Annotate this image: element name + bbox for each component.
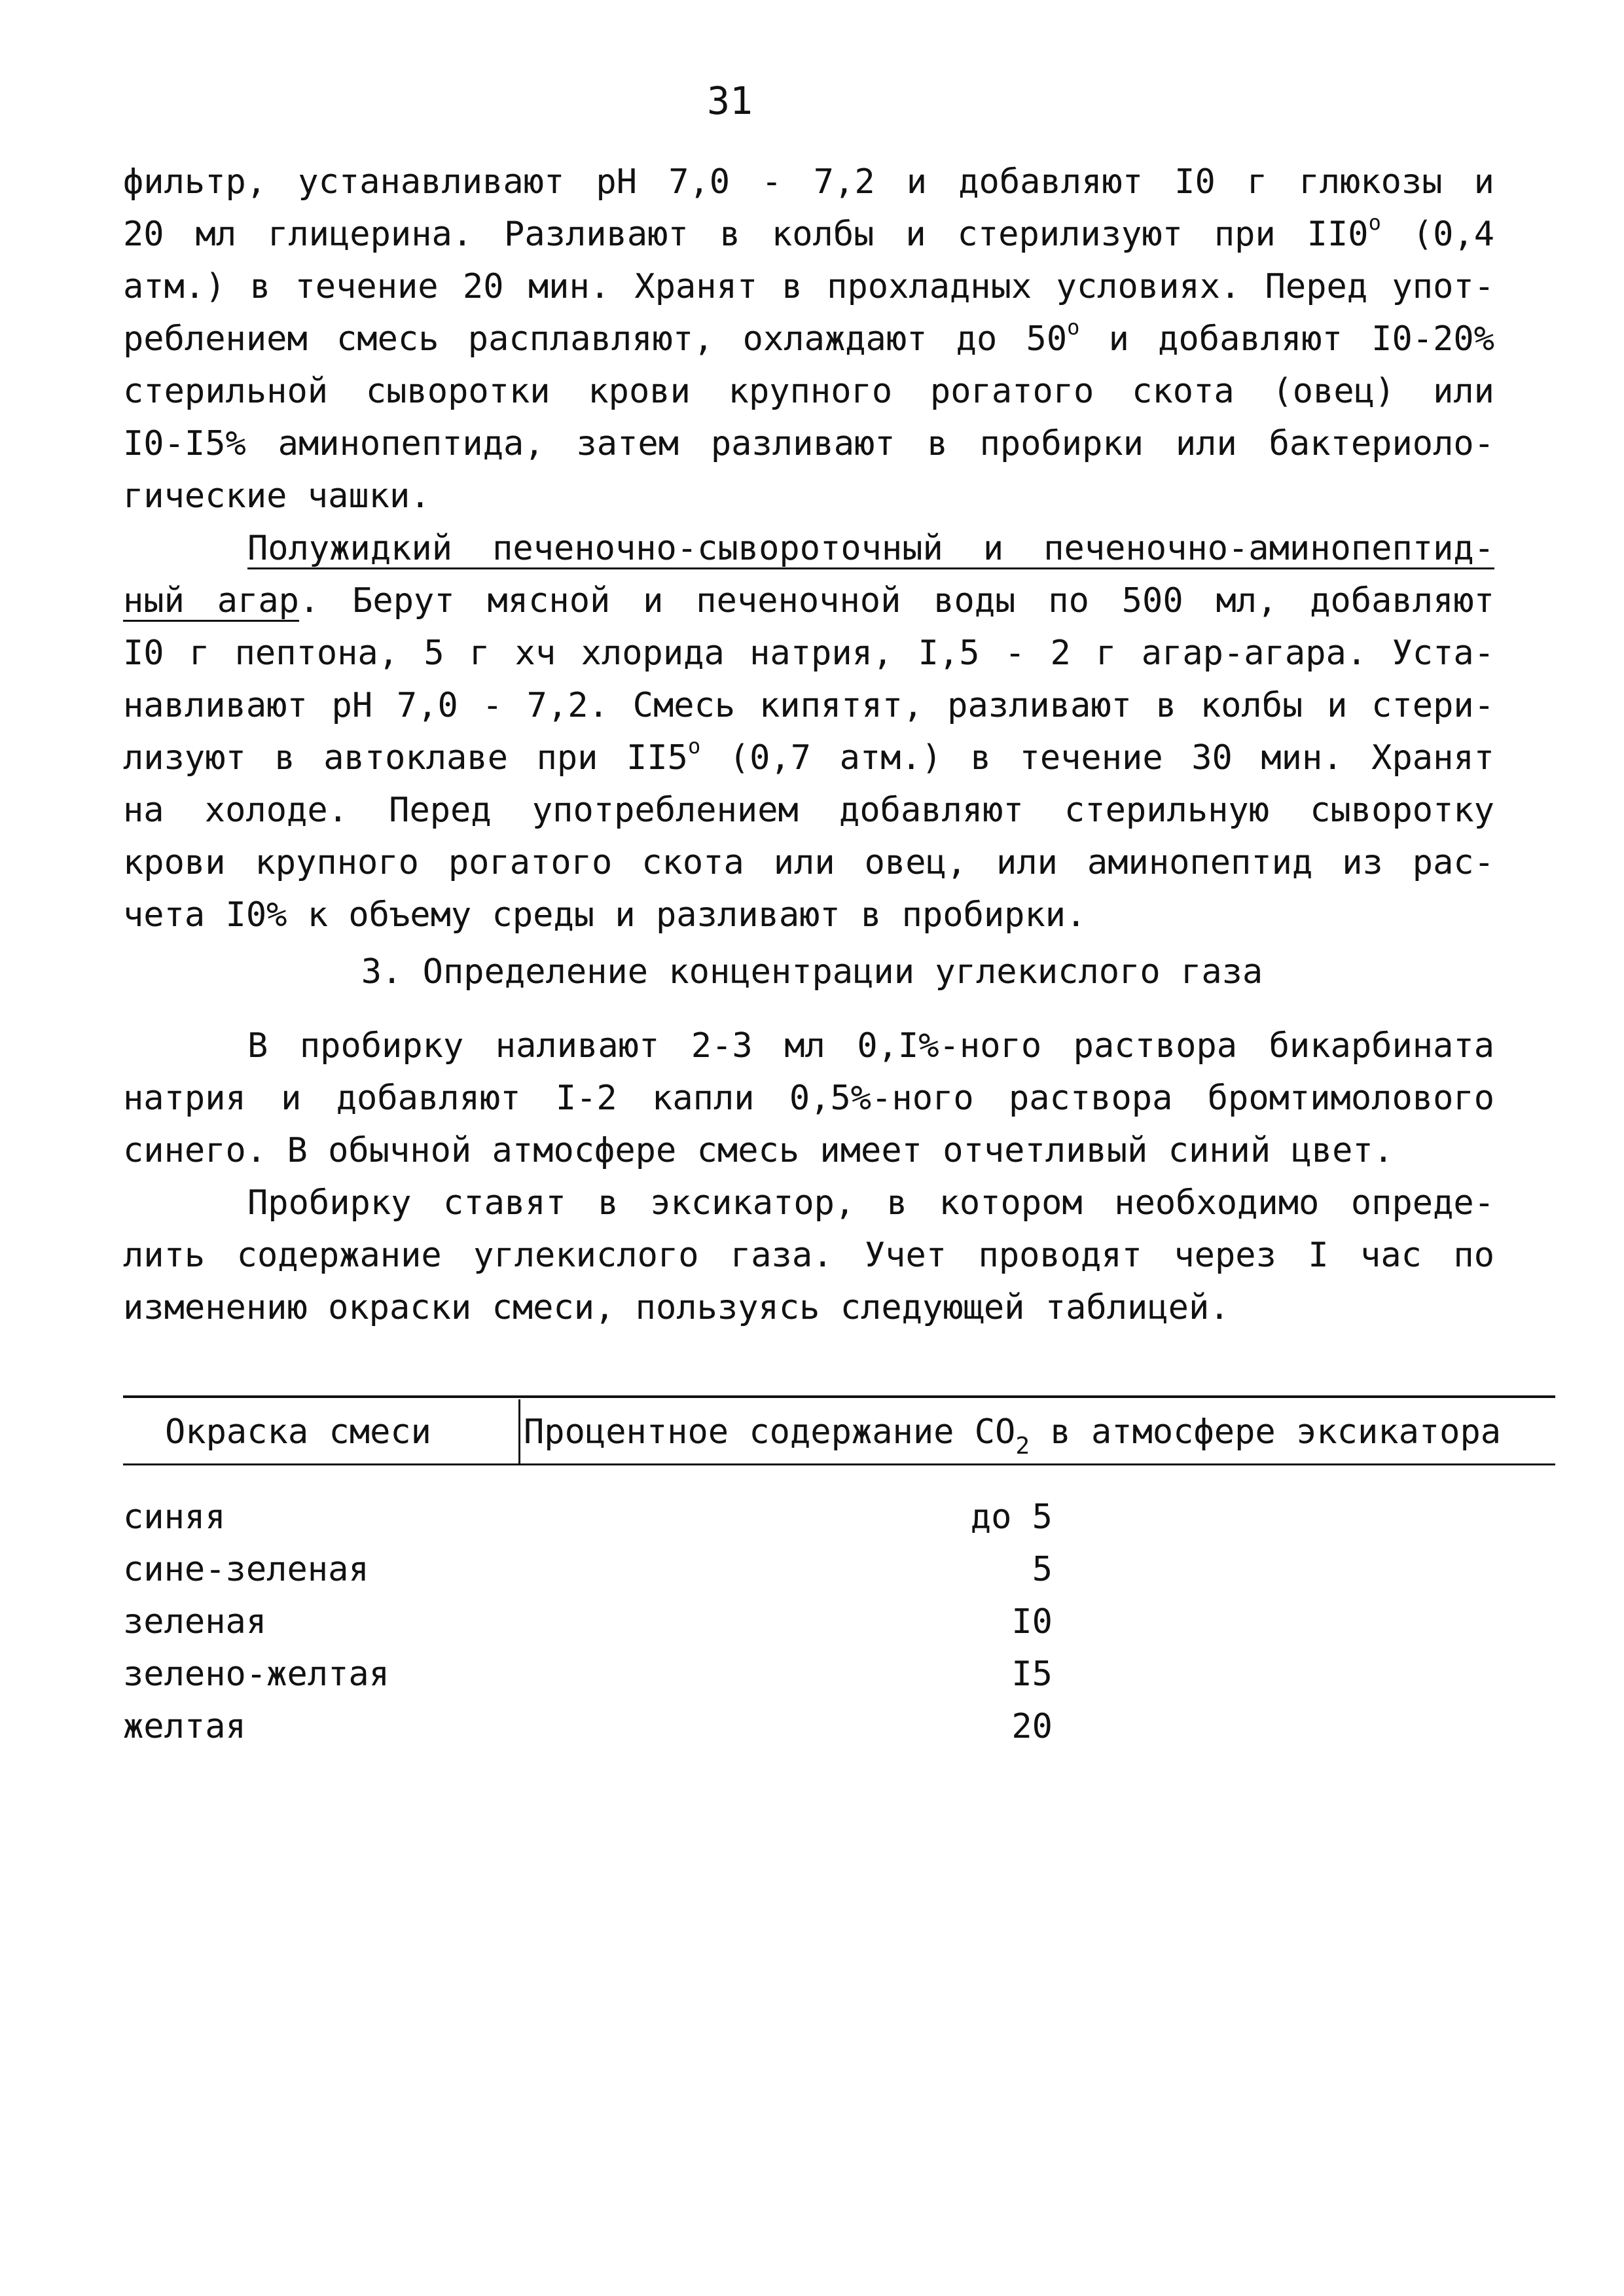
text-line: реблением смесь расплавляют, охлаждают до $50^о$ и добавляют I0-20% xyxy=(123,315,1494,359)
table-header-color: Окраска смеси xyxy=(165,1412,431,1452)
text-line: I0-I5% аминопептида, затем разливают в пробирки или бактериоло- xyxy=(123,424,1494,463)
text-line: 20 мл глицерина. Разливают в колбы и стерилизуют при $II0^о$ (0,4 xyxy=(123,210,1494,254)
section-heading: 3. Определение концентрации углекислого газа xyxy=(361,952,1263,992)
text-line: чета I0% к объему среды и разливают в пробирки. xyxy=(123,895,1087,935)
agar-title: Полужидкий печеночно-сывороточный и печеночно-аминопептид- xyxy=(247,529,1494,568)
row-color: сине-зеленая xyxy=(123,1550,369,1589)
degree-mark: о xyxy=(1368,210,1381,235)
text-line: В пробирку наливают 2-3 мл 0,I%-ного раствора бикарбината xyxy=(247,1026,1494,1066)
row-color: желтая xyxy=(123,1707,246,1746)
text-line: лить содержание углекислого газа. Учет проводят через I час по xyxy=(123,1236,1494,1275)
text-line: атм.) в течение 20 мин. Хранят в прохладных условиях. Перед упот- xyxy=(123,267,1494,306)
row-value: до 5 xyxy=(970,1498,1053,1537)
text-line: Пробирку ставят в эксикатор, в котором необходимо опреде- xyxy=(247,1183,1494,1223)
row-color: зелено-желтая xyxy=(123,1655,389,1694)
agar-title-line xyxy=(123,522,1494,575)
co2-paragraph-2 xyxy=(123,1177,1494,1334)
table-row xyxy=(123,1543,1053,1596)
text-line: фильтр, устанавливают рН 7,0 - 7,2 и добавляют I0 г глюкозы и xyxy=(123,162,1494,202)
text-line: синего. В обычной атмосфере смесь имеет отчетливый синий цвет. xyxy=(123,1131,1394,1170)
text-line: лизуют в автоклаве при $II5^о$ (0,7 атм.) в течение 30 мин. Хранят xyxy=(123,734,1494,778)
degree-mark: о xyxy=(1067,315,1080,340)
table-row xyxy=(123,1491,1053,1543)
text-line: натрия и добавляют I-2 капли 0,5%-ного раствора бромтимолового xyxy=(123,1079,1494,1118)
table-header-co2: Процентное содержание $CO_2$ в атмосфере эксикатора xyxy=(524,1412,1502,1460)
text-line: навливают рН 7,0 - 7,2. Смесь кипятят, разливают в колбы и стери- xyxy=(123,686,1494,725)
text-line: на холоде. Перед употреблением добавляют стерильную сыворотку xyxy=(123,791,1494,830)
agar-paragraph xyxy=(123,522,1494,941)
text-line: стерильной сыворотки крови крупного рогатого скота (овец) или xyxy=(123,372,1494,411)
row-value: 20 xyxy=(1011,1707,1053,1746)
table-row xyxy=(123,1596,1053,1648)
co2-paragraph-1 xyxy=(123,1020,1494,1177)
table-row xyxy=(123,1700,1053,1753)
row-value: 5 xyxy=(1032,1550,1053,1589)
row-value: I5 xyxy=(1011,1655,1053,1694)
row-color: синяя xyxy=(123,1498,226,1537)
text-line: крови крупного рогатого скота или овец, или аминопептид из рас- xyxy=(123,843,1494,882)
text-line: I0 г пептона, 5 г хч хлорида натрия, I,5 - 2 г агар-агара. Уста- xyxy=(123,634,1494,673)
text-line: изменению окраски смеси, пользуясь следующей таблицей. xyxy=(123,1288,1230,1327)
page-number: 31 xyxy=(707,79,753,123)
agar-title-end: ный агар xyxy=(123,581,299,620)
degree-mark: о xyxy=(687,734,701,759)
table-column-divider xyxy=(518,1399,520,1465)
row-color: зеленая xyxy=(123,1602,267,1641)
table-row xyxy=(123,1648,1053,1700)
row-value: I0 xyxy=(1011,1602,1053,1641)
text-line: гические чашки. xyxy=(123,476,431,516)
table-header-rule xyxy=(123,1463,1555,1465)
text-line: ный агар. Берут мясной и печеночной воды по 500 мл, добавляют xyxy=(123,581,1494,620)
intro-paragraph xyxy=(123,156,1494,522)
table-top-rule xyxy=(123,1395,1555,1398)
